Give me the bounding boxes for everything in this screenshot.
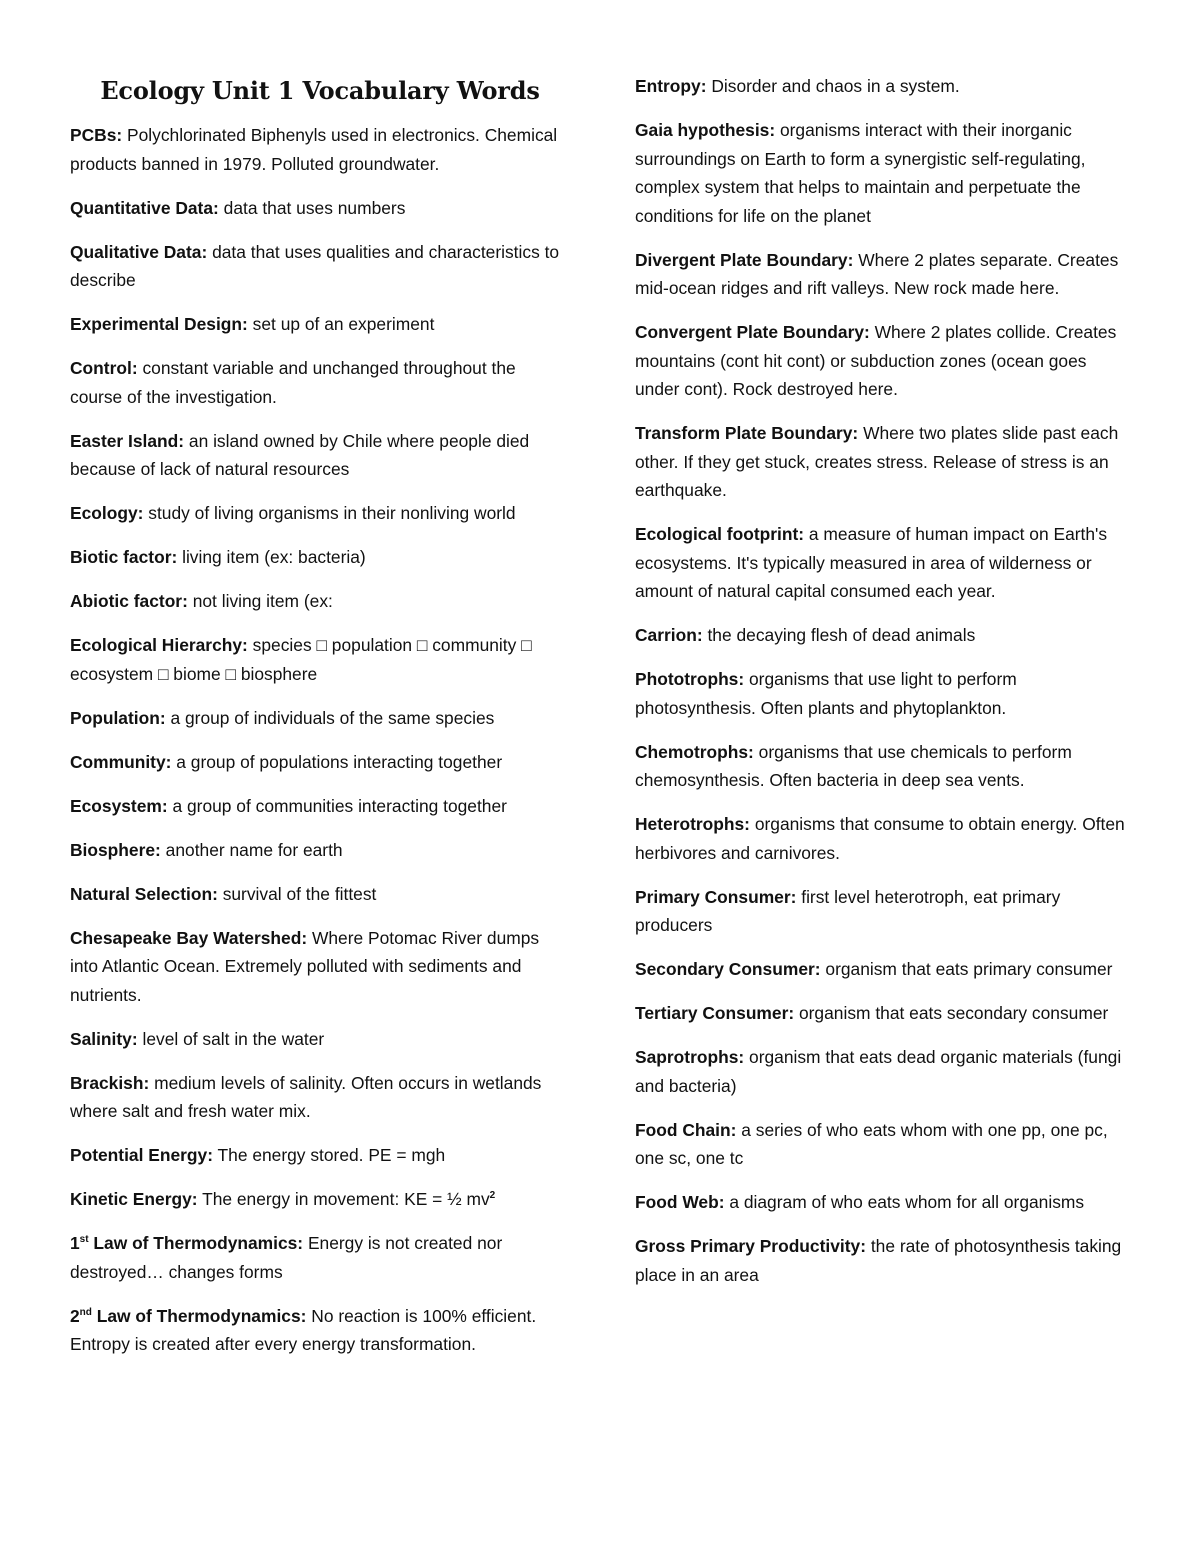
vocab-definition: an island owned by Chile where people died because of lack of natural resources	[70, 430, 530, 479]
vocab-term	[70, 358, 138, 378]
term-ordinal-suffix: st	[79, 1234, 89, 1246]
vocab-term	[70, 1029, 138, 1049]
vocab-term	[70, 198, 219, 218]
vocab-entry	[635, 318, 1135, 404]
vocab-entry	[70, 1141, 570, 1170]
vocab-entry	[635, 419, 1135, 505]
vocab-definition: a group of individuals of the same species	[165, 707, 495, 728]
vocab-entry	[635, 246, 1135, 303]
vocab-term-text: Ecology:	[70, 503, 144, 523]
vocab-definition: constant variable and unchanged throughout the course of the investigation.	[70, 358, 516, 407]
vocab-term	[635, 814, 750, 834]
vocab-definition: organism that eats dead organic materials (fungi and bacteria)	[635, 1047, 1122, 1096]
vocab-entry	[70, 121, 570, 178]
vocab-term-text: Carrion:	[635, 625, 703, 645]
vocab-term-text: Heterotrophs:	[635, 814, 750, 834]
vocab-definition: a group of communities interacting together	[167, 795, 507, 816]
vocab-definition: Energy is not created nor destroyed… changes forms	[70, 1233, 503, 1282]
vocab-entry	[635, 999, 1135, 1028]
vocab-term	[635, 1003, 794, 1023]
vocab-definition: a diagram of who eats whom for all organisms	[724, 1192, 1085, 1212]
vocab-term-text: Abiotic factor:	[70, 591, 188, 611]
vocab-definition: organism that eats secondary consumer	[794, 1003, 1109, 1023]
vocab-term-text: Population:	[70, 707, 166, 728]
vocab-definition: study of living organisms in their nonliving world	[143, 503, 516, 523]
vocab-entry	[70, 880, 570, 909]
vocab-definition: survival of the fittest	[217, 883, 377, 904]
vocab-definition: not living item (ex:	[187, 591, 333, 611]
vocab-definition: medium levels of salinity. Often occurs in wetlands where salt and fresh water mix.	[70, 1072, 542, 1121]
vocab-term-text: Quantitative Data:	[70, 197, 219, 218]
vocab-entry	[70, 704, 570, 733]
vocab-entry	[70, 1229, 570, 1286]
vocab-term-text: Divergent Plate Boundary:	[635, 249, 854, 270]
vocab-term-text: Law of Thermodynamics:	[91, 1305, 307, 1326]
vocab-entry	[70, 354, 570, 411]
vocab-entry	[635, 621, 1135, 650]
vocab-entry	[70, 1025, 570, 1054]
vocab-term	[635, 524, 804, 544]
vocab-term	[635, 322, 870, 342]
vocab-entry	[635, 520, 1135, 606]
vocab-term	[70, 1233, 303, 1253]
term-ordinal-number: 1	[70, 1233, 80, 1253]
vocab-term-text: Food Chain:	[635, 1119, 737, 1140]
vocab-definition: living item (ex: bacteria)	[177, 547, 366, 567]
vocab-term-text: Entropy:	[635, 76, 707, 96]
vocab-definition: a measure of human impact on Earth's ecosystems. It's typically measured in area of wilderness or amount of natural capital consumed each year.	[635, 524, 1108, 601]
vocab-term	[70, 708, 166, 728]
vocab-term	[70, 840, 161, 860]
vocab-term-text: Ecosystem:	[70, 795, 168, 816]
vocab-term	[635, 1192, 725, 1212]
right-column	[635, 72, 1135, 1305]
term-ordinal-number: 2	[70, 1305, 80, 1326]
vocab-term	[635, 76, 707, 96]
vocab-term-text: Saprotrophs:	[635, 1047, 745, 1067]
vocab-entry	[70, 748, 570, 777]
vocab-term-text: Phototrophs:	[635, 669, 745, 689]
vocab-definition: Polychlorinated Biphenyls used in electronics. Chemical products banned in 1979. Polluted groundwater.	[70, 125, 558, 174]
vocab-entry	[635, 738, 1135, 795]
vocab-entry	[635, 1232, 1135, 1289]
vocab-term-text: Food Web:	[635, 1192, 725, 1212]
vocab-term	[70, 314, 248, 334]
vocab-term	[635, 1047, 744, 1067]
vocab-entry	[70, 194, 570, 223]
vocab-definition: organisms interact with their inorganic surroundings on Earth to form a synergistic self-regulating, complex system that helps to maintain and perpetuate the conditions for life on the planet	[635, 120, 1086, 226]
vocab-term	[70, 1306, 306, 1326]
vocab-term-text: PCBs:	[70, 125, 123, 145]
vocab-definition: a series of who eats whom with one pp, one pc, one sc, one tc	[635, 1119, 1108, 1168]
vocab-term	[70, 752, 171, 772]
vocab-entry	[635, 116, 1135, 230]
vocab-term-text: Gross Primary Productivity:	[635, 1236, 866, 1256]
vocab-term-text: Convergent Plate Boundary:	[635, 322, 870, 342]
vocab-term	[635, 423, 858, 443]
vocab-term-text: Biosphere:	[70, 839, 161, 860]
vocab-term	[635, 120, 775, 140]
vocab-definition: organisms that consume to obtain energy. Often herbivores and carnivores.	[635, 814, 1125, 863]
vocab-entry	[635, 72, 1135, 101]
vocab-entry	[635, 665, 1135, 722]
vocab-entry	[70, 1069, 570, 1126]
vocab-term-text: Easter Island:	[70, 430, 185, 451]
document-title: Ecology Unit 1 Vocabulary Words	[100, 76, 540, 105]
vocab-term	[70, 125, 122, 145]
vocab-entry	[635, 883, 1135, 940]
right-entries	[635, 72, 1135, 1289]
vocab-term	[70, 796, 168, 816]
vocab-entry	[70, 543, 570, 572]
vocab-definition: the rate of photosynthesis taking place in an area	[635, 1236, 1122, 1285]
vocab-term-text: Secondary Consumer:	[635, 959, 821, 979]
vocab-term-text: Potential Energy:	[70, 1145, 214, 1165]
vocab-entry	[70, 924, 570, 1010]
vocab-term	[70, 1189, 198, 1209]
vocab-entry	[70, 427, 570, 484]
vocab-term	[635, 959, 821, 979]
vocab-entry	[70, 1302, 570, 1359]
vocab-term	[635, 250, 853, 270]
vocab-definition: Where two plates slide past each other. If they get stuck, creates stress. Release of stress is an earthquake.	[635, 423, 1119, 500]
left-entries	[70, 121, 570, 1359]
vocab-term-text: Qualitative Data:	[70, 241, 208, 262]
vocab-definition: another name for earth	[160, 839, 343, 860]
vocab-entry	[70, 587, 570, 616]
vocab-term-text: Law of Thermodynamics:	[88, 1233, 304, 1253]
vocab-definition: set up of an experiment	[247, 314, 435, 334]
vocab-term-text: Gaia hypothesis:	[635, 120, 776, 140]
vocab-term	[70, 884, 218, 904]
vocab-entry	[70, 1185, 570, 1214]
vocab-entry	[635, 1188, 1135, 1217]
vocab-entry	[70, 310, 570, 339]
vocab-entry	[70, 792, 570, 821]
vocab-definition: level of salt in the water	[137, 1028, 325, 1049]
vocab-term	[70, 242, 207, 262]
vocab-term	[70, 547, 177, 567]
vocab-term	[635, 887, 796, 907]
vocab-entry	[70, 631, 570, 688]
vocab-entry	[635, 955, 1135, 984]
vocab-entry	[70, 499, 570, 528]
vocab-term-text: Tertiary Consumer:	[635, 1003, 795, 1023]
vocab-term-text: Ecological footprint:	[635, 524, 805, 544]
vocab-term-text: Chemotrophs:	[635, 741, 754, 762]
vocab-definition: Where Potomac River dumps into Atlantic Ocean. Extremely polluted with sediments and nutrients.	[70, 927, 540, 1005]
vocab-term	[70, 1145, 213, 1165]
vocab-term	[635, 1120, 736, 1140]
vocab-definition: Where 2 plates separate. Creates mid-ocean ridges and rift valleys. New rock made here.	[635, 249, 1119, 298]
vocab-term	[70, 1073, 149, 1093]
vocab-definition: Where 2 plates collide. Creates mountains (cont hit cont) or subduction zones (ocean goes under cont). Rock destroyed here.	[635, 322, 1117, 399]
vocab-definition: data that uses qualities and characteristics to describe	[70, 241, 560, 290]
term-ordinal-suffix: nd	[79, 1306, 92, 1318]
vocab-term-text: Community:	[70, 751, 172, 772]
vocab-term	[635, 742, 754, 762]
vocab-term-text: Control:	[70, 358, 138, 378]
vocab-term-text: Kinetic Energy:	[70, 1189, 198, 1209]
vocab-term	[635, 625, 703, 645]
vocab-term-text: Salinity:	[70, 1028, 138, 1049]
vocab-definition: species □ population □ community □ ecosystem □ biome □ biosphere	[70, 635, 532, 684]
vocab-term-text: Primary Consumer:	[635, 886, 797, 907]
vocab-definition: organism that eats primary consumer	[820, 959, 1113, 979]
vocab-term-text: Chesapeake Bay Watershed:	[70, 927, 308, 948]
vocab-term	[70, 503, 143, 523]
definition-superscript: 2	[489, 1190, 496, 1202]
vocab-term-text: Ecological Hierarchy:	[70, 635, 248, 655]
vocab-entry	[635, 1116, 1135, 1173]
vocab-term-text: Brackish:	[70, 1072, 150, 1093]
vocab-term	[635, 1236, 866, 1256]
vocab-entry	[635, 810, 1135, 867]
vocab-definition: data that uses numbers	[218, 197, 406, 218]
vocab-definition: organisms that use chemicals to perform chemosynthesis. Often bacteria in deep sea vents.	[635, 741, 1072, 790]
vocab-entry	[70, 238, 570, 295]
vocab-term-text: Transform Plate Boundary:	[635, 423, 859, 443]
vocab-definition: Disorder and chaos in a system.	[706, 76, 960, 96]
vocab-term-text: Natural Selection:	[70, 883, 218, 904]
vocab-term-text: Biotic factor:	[70, 547, 178, 567]
vocab-term	[635, 669, 744, 689]
vocab-definition: a group of populations interacting together	[171, 751, 503, 772]
vocab-term	[70, 928, 307, 948]
vocab-definition: The energy in movement: KE = ½ mv	[197, 1189, 490, 1209]
vocab-entry	[70, 836, 570, 865]
vocab-definition: No reaction is 100% efficient. Entropy is created after every energy transformation.	[70, 1305, 537, 1354]
vocab-definition: the decaying flesh of dead animals	[702, 625, 976, 645]
vocab-term	[70, 635, 248, 655]
vocab-term	[70, 591, 188, 611]
vocab-definition: first level heterotroph, eat primary producers	[635, 886, 1061, 935]
vocab-term	[70, 431, 184, 451]
vocab-definition: organisms that use light to perform photosynthesis. Often plants and phytoplankton.	[635, 669, 1017, 718]
vocab-entry	[635, 1043, 1135, 1100]
vocab-term-text: Experimental Design:	[70, 314, 248, 334]
left-column	[70, 72, 570, 1374]
vocab-definition: The energy stored. PE = mgh	[213, 1145, 446, 1165]
